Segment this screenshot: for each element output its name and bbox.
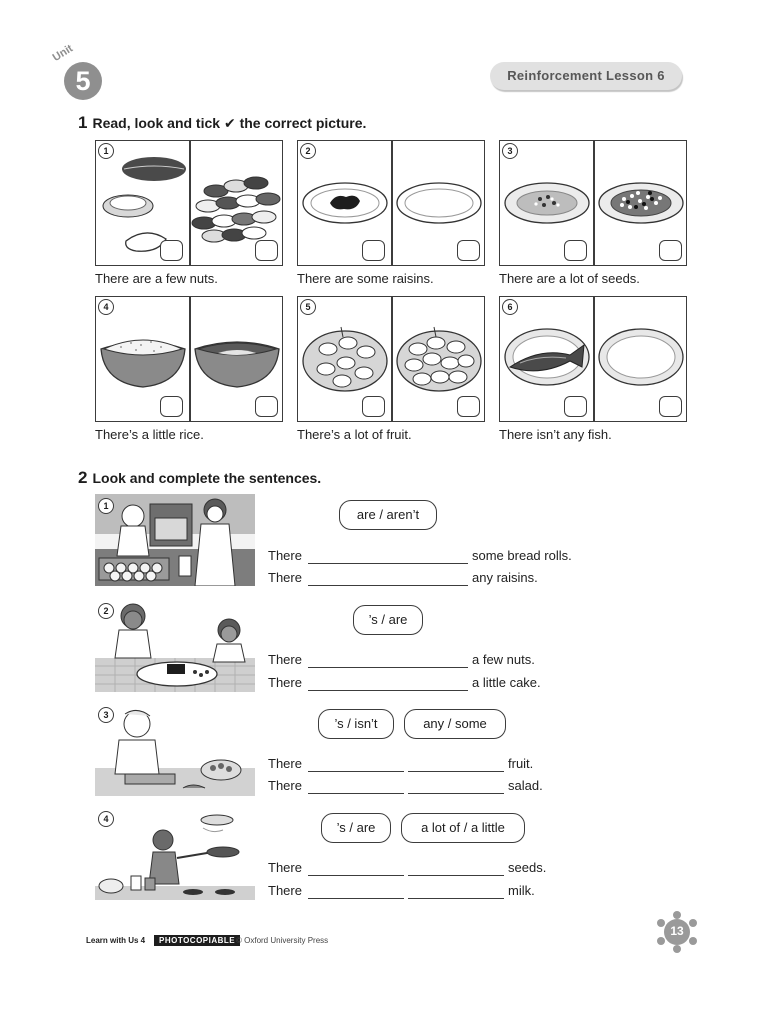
ex2-item-number: 1 bbox=[98, 498, 114, 514]
tick-box[interactable] bbox=[255, 240, 278, 261]
word-option: ’s / are bbox=[321, 813, 391, 843]
tick-box[interactable] bbox=[160, 396, 183, 417]
ex1-card-2 bbox=[297, 140, 485, 266]
tick-box[interactable] bbox=[457, 240, 480, 261]
word-option: ’s / isn’t bbox=[318, 709, 394, 739]
tick-box[interactable] bbox=[362, 240, 385, 261]
sentence-end: any raisins. bbox=[472, 570, 538, 585]
sentence-end: some bread rolls. bbox=[472, 548, 572, 563]
answer-blank[interactable] bbox=[408, 861, 504, 876]
tick-box[interactable] bbox=[564, 396, 587, 417]
sentence-end: a little cake. bbox=[472, 675, 541, 690]
book-title: Learn with Us 4 bbox=[86, 936, 146, 945]
answer-blank[interactable] bbox=[408, 779, 504, 794]
ex1-item-number: 5 bbox=[300, 299, 316, 315]
word-option: are / aren’t bbox=[339, 500, 437, 530]
answer-blank[interactable] bbox=[308, 549, 468, 564]
exercise-2-heading bbox=[78, 468, 321, 488]
ex1-item-number: 1 bbox=[98, 143, 114, 159]
kitchen-bakers-illustration bbox=[95, 494, 255, 586]
tick-box[interactable] bbox=[362, 396, 385, 417]
sentence-start: There bbox=[268, 652, 302, 667]
tick-box[interactable] bbox=[659, 396, 682, 417]
ex1-caption-1: There are a few nuts. bbox=[95, 271, 218, 286]
sentence-start: There bbox=[268, 570, 302, 585]
answer-blank[interactable] bbox=[308, 779, 404, 794]
sentence-start: There bbox=[268, 548, 302, 563]
answer-blank[interactable] bbox=[408, 757, 504, 772]
sentence-end: fruit. bbox=[508, 756, 534, 771]
answer-blank[interactable] bbox=[308, 861, 404, 876]
exercise-2-number: 2 bbox=[78, 468, 88, 487]
ex1-caption-2: There are some raisins. bbox=[297, 271, 434, 286]
ex1-card-6 bbox=[499, 296, 687, 422]
answer-blank[interactable] bbox=[308, 653, 468, 668]
children-table-illustration bbox=[95, 600, 255, 692]
ex1-item-number: 4 bbox=[98, 299, 114, 315]
word-option: any / some bbox=[404, 709, 506, 739]
answer-blank[interactable] bbox=[408, 884, 504, 899]
sentence-end: seeds. bbox=[508, 860, 547, 875]
ex2-item-number: 4 bbox=[98, 811, 114, 827]
sentence-start: There bbox=[268, 675, 302, 690]
publisher-credit: © Oxford University Press bbox=[236, 936, 329, 945]
ex2-item-number: 3 bbox=[98, 707, 114, 723]
ex1-card-4 bbox=[95, 296, 283, 422]
ex1-caption-3: There are a lot of seeds. bbox=[499, 271, 640, 286]
exercise-1-number: 1 bbox=[78, 113, 88, 132]
lesson-title: Reinforcement Lesson 6 bbox=[490, 62, 682, 90]
exercise-2-instruction: Look and complete the sentences. bbox=[92, 470, 322, 486]
ex1-caption-6: There isn’t any fish. bbox=[499, 427, 612, 442]
ex1-item-number: 3 bbox=[502, 143, 518, 159]
unit-badge: 5 bbox=[64, 62, 102, 100]
sentence-end: salad. bbox=[508, 778, 543, 793]
tick-box[interactable] bbox=[457, 396, 480, 417]
tick-box[interactable] bbox=[659, 240, 682, 261]
photocopiable-label: PHOTOCOPIABLE bbox=[154, 935, 240, 946]
tick-box[interactable] bbox=[255, 396, 278, 417]
tick-box[interactable] bbox=[564, 240, 587, 261]
answer-blank[interactable] bbox=[308, 676, 468, 691]
unit-label: Unit bbox=[50, 42, 76, 64]
exercise-1-heading bbox=[78, 113, 366, 133]
sentence-end: milk. bbox=[508, 883, 535, 898]
tick-box[interactable] bbox=[160, 240, 183, 261]
ex1-card-1 bbox=[95, 140, 283, 266]
ex1-caption-5: There’s a lot of fruit. bbox=[297, 427, 412, 442]
ex2-item-number: 2 bbox=[98, 603, 114, 619]
page-number: 13 bbox=[670, 924, 684, 938]
exercise-1-instruction: Read, look and tick ✔ the correct picture. bbox=[92, 115, 367, 131]
answer-blank[interactable] bbox=[308, 884, 404, 899]
boy-chopping-illustration bbox=[95, 704, 255, 796]
ex1-card-3 bbox=[499, 140, 687, 266]
word-option: a lot of / a little bbox=[401, 813, 525, 843]
sentence-start: There bbox=[268, 860, 302, 875]
answer-blank[interactable] bbox=[308, 571, 468, 586]
sentence-start: There bbox=[268, 883, 302, 898]
girl-pancake-illustration bbox=[95, 808, 255, 900]
sentence-start: There bbox=[268, 778, 302, 793]
answer-blank[interactable] bbox=[308, 757, 404, 772]
ex1-card-5 bbox=[297, 296, 485, 422]
sentence-start: There bbox=[268, 756, 302, 771]
ex1-caption-4: There’s a little rice. bbox=[95, 427, 204, 442]
sentence-end: a few nuts. bbox=[472, 652, 535, 667]
ex1-item-number: 6 bbox=[502, 299, 518, 315]
word-option: ’s / are bbox=[353, 605, 423, 635]
ex1-item-number: 2 bbox=[300, 143, 316, 159]
